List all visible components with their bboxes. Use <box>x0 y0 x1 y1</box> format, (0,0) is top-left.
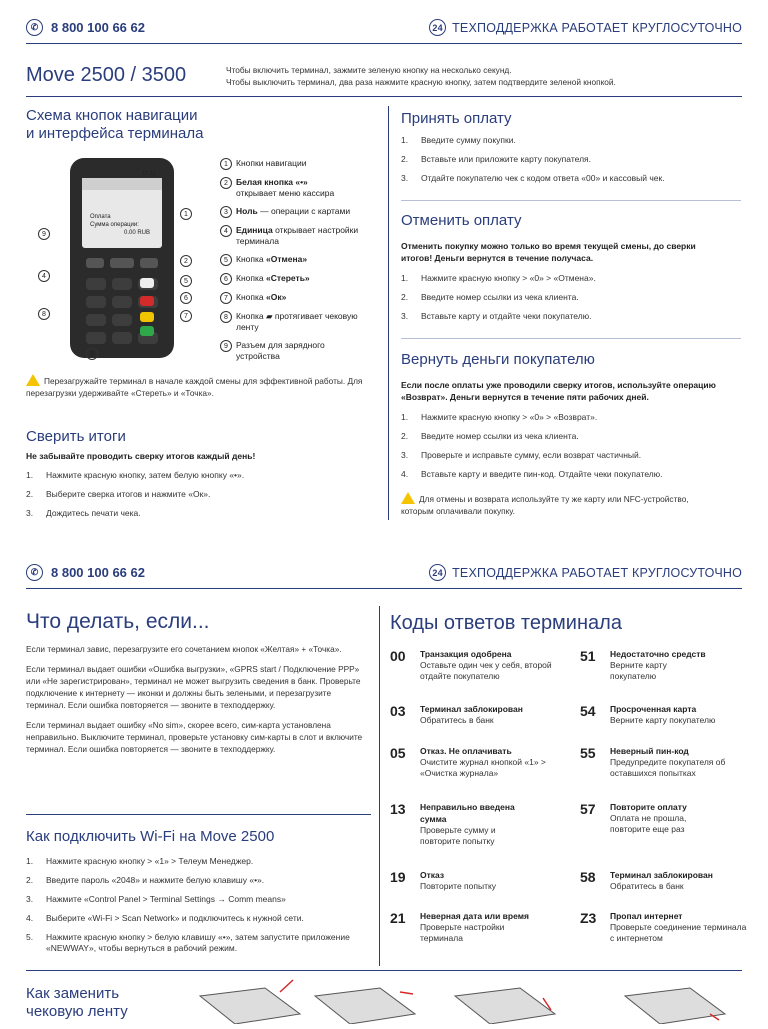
list-item: 1. Нажмите красную кнопку, затем белую кнопку «•». <box>26 470 245 480</box>
verify-steps <box>26 470 376 527</box>
code-row: 13 Неправильно введена сумма Проверьте сумму и повторите попытку <box>390 801 515 846</box>
phone-block[interactable] <box>26 564 145 581</box>
list-item: 4. Выберите «Wi-Fi > Scan Network» и подключитесь к нужной сети. <box>26 913 304 923</box>
legend-item: 3 Ноль — операции с картами <box>220 206 380 218</box>
callout-3: 3 <box>86 348 98 360</box>
scheme-title: Схема кнопок навигации и интерфейса терминала <box>26 107 204 142</box>
list-item: 1. Нажмите красную кнопку > «0» > «Возврат». <box>401 412 598 422</box>
divider <box>26 814 371 815</box>
support-block <box>429 19 742 36</box>
paragraph: Если терминал выдает ошибки «Ошибка выгрузки», «GPRS start / Подключение PPP» или «Не зарегистрирован», терминал не может выгрузить сведения в банк. Проверьте подключение к интернету — иконки и должны быть зелеными, и перезагрузите терминал. Если ошибка повторяется — звоните в техподдержку. <box>26 664 361 710</box>
list-item: 2. Введите номер ссылки из чека клиента. <box>401 292 579 302</box>
whatif-text <box>26 643 371 755</box>
code-row: 03 Терминал заблокирован Обратитесь в банк <box>390 703 523 725</box>
clock-24-icon: 24 <box>429 19 446 36</box>
verify-note: Не забывайте проводить сверку итогов каждый день! <box>26 451 256 461</box>
phone-icon: ✆ <box>26 19 43 36</box>
phone-icon: ✆ <box>26 564 43 581</box>
divider <box>26 970 742 971</box>
paper-title: Как заменить чековую ленту <box>26 985 128 1020</box>
code-row: 21 Неверная дата или время Проверьте настройки терминала <box>390 910 529 943</box>
code-row: 58 Терминал заблокирован Обратитесь в банк <box>580 869 713 891</box>
restart-warning: Перезагружайте терминал в начале каждой смены для эффективной работы. Для перезагрузки удерживайте «Стереть» и «Точка». <box>26 376 363 398</box>
button-legend <box>220 158 380 369</box>
verify-title: Сверить итоги <box>26 428 126 445</box>
warning-icon <box>26 374 40 386</box>
refund-steps <box>401 412 746 488</box>
divider <box>401 338 741 339</box>
callout-1: 1 <box>180 208 192 220</box>
list-item: 2. Введите пароль «2048» и нажмите белую клавишу «•». <box>26 875 265 885</box>
divider <box>26 96 742 97</box>
code-row: 19 Отказ Повторите попытку <box>390 869 497 891</box>
list-item: 2. Вставьте или приложите карту покупателя. <box>401 154 591 164</box>
warning-icon <box>401 492 415 504</box>
refund-note: Если после оплаты уже проводили сверку итогов, используйте операцию «Возврат». Деньги вернутся в течение пяти рабочих дней. <box>401 380 716 402</box>
terminal-time: 11:11 <box>142 171 157 177</box>
list-item: 3. Дождитесь печати чека. <box>26 508 141 518</box>
phone-number: 8 800 100 66 62 <box>51 20 145 35</box>
column-divider <box>388 106 389 520</box>
legend-item: 4 Единица открывает настройки терминала <box>220 225 380 247</box>
list-item: 3. Проверьте и исправьте сумму, если возврат частичный. <box>401 450 642 460</box>
divider <box>401 200 741 201</box>
support-block <box>429 564 742 581</box>
code-row: 00 Транзакция одобрена Оставьте один чек у себя, второй отдайте покупателю <box>390 648 552 681</box>
code-row: Z3 Пропал интернет Проверьте соединение терминала с интернетом <box>580 910 747 943</box>
list-item: 1. Нажмите красную кнопку > «0» > «Отмена». <box>401 273 596 283</box>
list-item: 4. Вставьте карту и введите пин-код. Отдайте чеки покупателю. <box>401 469 663 479</box>
list-item: 1. Введите сумму покупки. <box>401 135 516 145</box>
code-row: 57 Повторите оплату Оплата не прошла, повторите еще раз <box>580 801 687 834</box>
legend-item: 1 Кнопки навигации <box>220 158 380 170</box>
codes-title: Коды ответов терминала <box>390 612 622 634</box>
legend-item: 2 Белая кнопка «•» открывает меню кассира <box>220 177 380 199</box>
wifi-title: Как подключить Wi-Fi на Move 2500 <box>26 828 275 845</box>
support-text: ТЕХПОДДЕРЖКА РАБОТАЕТ КРУГЛОСУТОЧНО <box>452 565 742 580</box>
code-row: 54 Просроченная карта Верните карту покупателю <box>580 703 716 725</box>
header-top <box>26 12 742 44</box>
code-row: 05 Отказ. Не оплачивать Очистите журнал кнопкой «1» > «Очистка журнала» <box>390 745 546 778</box>
header-bottom <box>26 557 742 589</box>
accept-steps <box>401 135 741 192</box>
paragraph: Если терминал выдает ошибку «No sim», скорее всего, сим-карта установлена неправильно. Выключите терминал, проверьте установку сим-карты в слот и включите терминал. Если ошибка повторяется — звоните в техподдержку. <box>26 720 363 754</box>
list-item: 2. Введите номер ссылки из чека клиента. <box>401 431 579 441</box>
code-row: 51 Недостаточно средств Верните карту покупателю <box>580 648 706 681</box>
model-instructions <box>226 64 746 88</box>
refund-hint: Для отмены и возврата используйте ту же карту или NFC-устройство, которым оплачивали покупку. <box>401 494 689 516</box>
list-item: 2. Выберите сверка итогов и нажмите «Ок». <box>26 489 211 499</box>
legend-item: 9 Разъем для зарядного устройства <box>220 340 380 362</box>
phone-block[interactable] <box>26 19 145 36</box>
list-item: 1. Нажмите красную кнопку > «1» > Телеум Менеджер. <box>26 856 254 866</box>
column-divider <box>379 606 380 966</box>
terminal-screen: Оплата Сумма операции: 0.00 RUB <box>90 214 151 236</box>
refund-title: Вернуть деньги покупателю <box>401 351 595 368</box>
list-item: 3. Нажмите «Control Panel > Terminal Settings → Comm means» <box>26 894 286 904</box>
legend-item: 7 Кнопка «Ок» <box>220 292 380 304</box>
legend-item: 6 Кнопка «Стереть» <box>220 273 380 285</box>
phone-number: 8 800 100 66 62 <box>51 565 145 580</box>
callout-9: 9 <box>38 228 50 240</box>
power-off-text: Чтобы выключить терминал, два раза нажмите красную кнопку, затем подтвердите зеленой кнопкой. <box>226 77 616 87</box>
list-item: 3. Вставьте карту и отдайте чеки покупателю. <box>401 311 592 321</box>
cancel-title: Отменить оплату <box>401 212 522 229</box>
power-on-text: Чтобы включить терминал, зажмите зеленую кнопку на несколько секунд. <box>226 65 512 75</box>
whatif-title: Что делать, если... <box>26 610 210 633</box>
model-title: Move 2500 / 3500 <box>26 64 187 86</box>
callout-5: 5 <box>180 275 192 287</box>
list-item: 5. Нажмите красную кнопку > белую клавишу «•», затем запустите приложение «NEWWAY», чтобы вернуться в рабочий режим. <box>26 932 350 953</box>
paper-feed-icon: ▰ <box>265 311 275 321</box>
paragraph: Если терминал завис, перезагрузите его сочетанием кнопок «Желтая» + «Точка». <box>26 644 342 654</box>
callout-8: 8 <box>38 308 50 320</box>
clock-24-icon: 24 <box>429 564 446 581</box>
callout-7: 7 <box>180 310 192 322</box>
legend-item: 5 Кнопка «Отмена» <box>220 254 380 266</box>
cancel-note: Отменить покупку можно только во время текущей смены, до сверки итогов! Деньги вернутся в течение получаса. <box>401 241 696 263</box>
cancel-steps <box>401 273 741 330</box>
list-item: 3. Отдайте покупателю чек с кодом ответа «00» и кассовый чек. <box>401 173 665 183</box>
paper-replace-illustrations <box>195 976 755 1024</box>
callout-6: 6 <box>180 292 192 304</box>
callout-4: 4 <box>38 270 50 282</box>
code-row: 55 Неверный пин-код Предупредите покупателя об оставшихся попытках <box>580 745 726 778</box>
support-text: ТЕХПОДДЕРЖКА РАБОТАЕТ КРУГЛОСУТОЧНО <box>452 20 742 35</box>
accept-title: Принять оплату <box>401 110 512 127</box>
wifi-steps <box>26 856 371 962</box>
legend-item: 8 Кнопка ▰ протягивает чековую ленту <box>220 311 380 333</box>
callout-2: 2 <box>180 255 192 267</box>
